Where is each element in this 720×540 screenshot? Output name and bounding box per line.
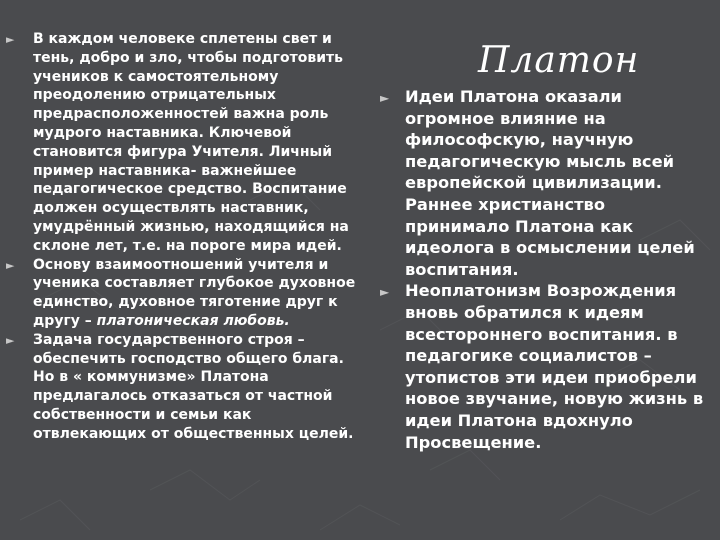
list-item — [380, 280, 710, 453]
bullet-text: Основу взаимоотношений учителя и ученика составляет глубокое духовное единство, духовное тяготение друг к другу – — [33, 256, 356, 329]
right-bullet-list — [380, 86, 710, 453]
list-item — [380, 86, 710, 280]
left-column — [6, 30, 361, 444]
bullet-arrow-icon: ► — [6, 258, 15, 272]
bullet-arrow-icon: ► — [380, 285, 390, 300]
bullet-text: Неоплатонизм Возрождения вновь обратился к идеям всестороннего воспитания. в педагогике социалистов – утопистов эти идеи приобрели новое звучание, новую жизнь в идеи Платона вдохнуло Просвещение. — [405, 281, 704, 452]
left-bullet-list — [6, 30, 361, 444]
bullet-text: Задача государственного строя – обеспечить господство общего блага. Но в « коммунизме» Платона предлагалось отказаться от частной собственности и семьи как отвлекающих от общественных целей. — [33, 331, 354, 442]
bullet-text: Идеи Платона оказали огромное влияние на философскую, научную педагогическую мысль всей европейской цивилизации. Раннее христианство принимало Платона как идеолога в осмыслении целей воспитания. — [405, 87, 695, 279]
bullet-arrow-icon: ► — [6, 333, 15, 347]
bullet-arrow-icon: ► — [6, 33, 15, 46]
bullet-text: В каждом человеке сплетены свет и тень, добро и зло, чтобы подготовить учеников к самостоятельному преодолению отрицательных предрасположенностей важна роль мудрого наставника. Ключевой становится фигура Учителя. Личный пример наставника- важнейшее педагогическое средство. Воспитание должен осуществлять наставник, умудрённый жизнью, находящийся на склоне лет, т.е. на пороге мира идей. — [33, 31, 349, 254]
list-item — [6, 30, 361, 256]
list-item — [6, 331, 361, 444]
list-item — [6, 256, 361, 331]
bullet-italic-text: платоническая любовь. — [96, 312, 290, 329]
slide-title: Платон — [478, 40, 640, 81]
bullet-arrow-icon: ► — [380, 91, 390, 105]
right-column — [380, 86, 710, 453]
